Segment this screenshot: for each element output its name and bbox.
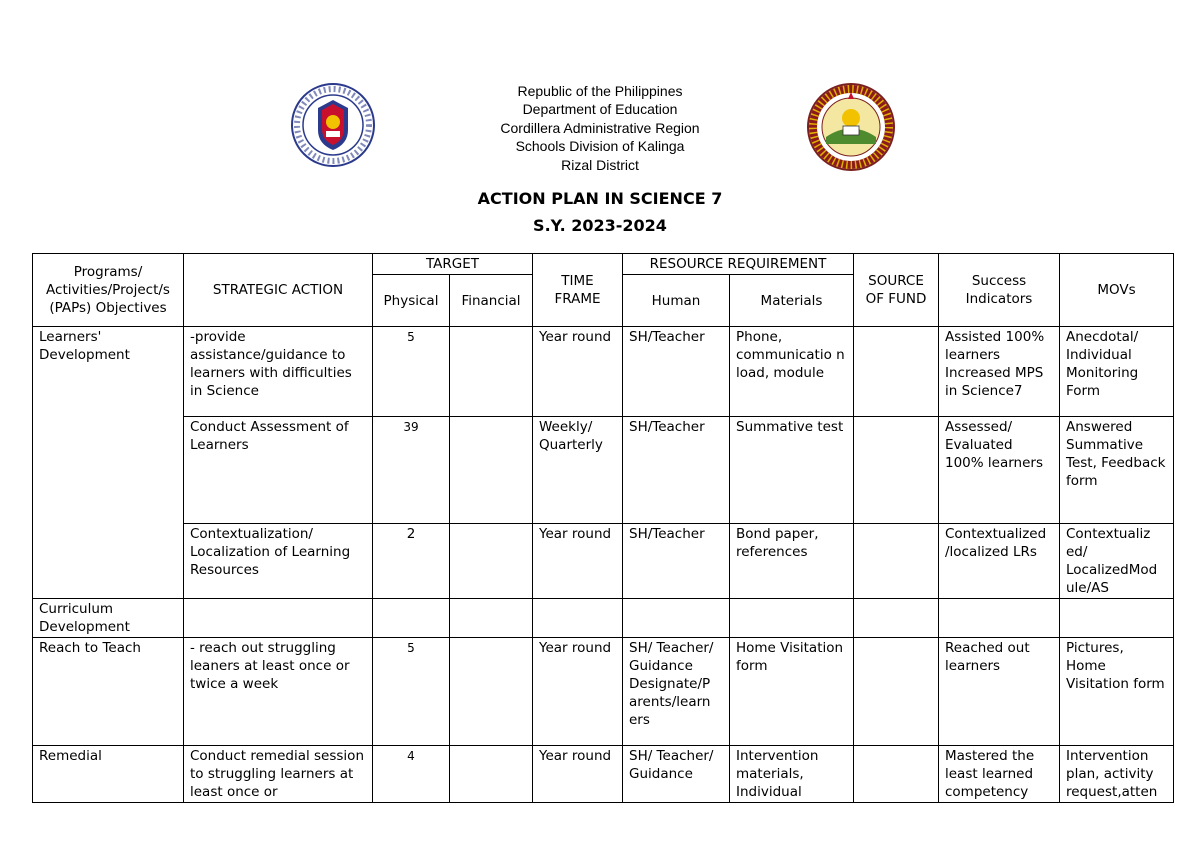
materials-cell: Home Visitation form — [730, 638, 854, 746]
empty-cell — [730, 599, 854, 638]
financial-cell — [450, 417, 533, 524]
table-row — [33, 746, 1174, 803]
empty-cell — [939, 599, 1060, 638]
source-cell — [854, 638, 939, 746]
financial-cell — [450, 746, 533, 803]
header-address-block — [0, 82, 1200, 174]
empty-cell — [373, 599, 450, 638]
school-year: S.Y. 2023-2024 — [533, 216, 667, 235]
col-resource-header: RESOURCE REQUIREMENT — [623, 254, 854, 275]
success-cell: Assessed/ Evaluated 100% learners — [939, 417, 1060, 524]
strategic-cell: Contextualization/ Localization of Learning Resources — [184, 524, 373, 599]
col-strategic-header: STRATEGIC ACTION — [184, 254, 373, 327]
materials-cell: Intervention materials, Individual — [730, 746, 854, 803]
physical-cell: 5 — [373, 638, 450, 746]
paps-cell: Remedial — [33, 746, 184, 803]
header-row — [33, 254, 1174, 275]
header-line: Schools Division of Kalinga — [515, 138, 685, 155]
empty-cell — [450, 599, 533, 638]
physical-cell: 39 — [373, 417, 450, 524]
empty-cell — [623, 599, 730, 638]
human-cell: SH/ Teacher/ Guidance Designate/P arents/learn ers — [623, 638, 730, 746]
header-line: Cordillera Administrative Region — [500, 119, 700, 136]
human-cell: SH/ Teacher/ Guidance — [623, 746, 730, 803]
table-row — [33, 524, 1174, 599]
movs-cell: Contextualiz ed/ LocalizedMod ule/AS — [1060, 524, 1174, 599]
movs-cell: Pictures, Home Visitation form — [1060, 638, 1174, 746]
time-cell: Year round — [533, 746, 623, 803]
financial-cell — [450, 638, 533, 746]
table-row — [33, 599, 1174, 638]
document-title: ACTION PLAN IN SCIENCE 7 — [477, 189, 723, 208]
action-plan-table — [32, 253, 1174, 803]
col-human-header: Human — [623, 275, 730, 327]
time-cell: Year round — [533, 524, 623, 599]
empty-cell — [533, 599, 623, 638]
materials-cell: Summative test — [730, 417, 854, 524]
source-cell — [854, 746, 939, 803]
physical-cell: 2 — [373, 524, 450, 599]
paps-cell: Reach to Teach — [33, 638, 184, 746]
col-movs-header: MOVs — [1060, 254, 1174, 327]
paps-cell: Curriculum Development — [33, 599, 184, 638]
time-cell: Year round — [533, 327, 623, 417]
source-cell — [854, 524, 939, 599]
materials-cell: Phone, communicatio n load, module — [730, 327, 854, 417]
human-cell: SH/Teacher — [623, 417, 730, 524]
col-success-header: Success Indicators — [939, 254, 1060, 327]
success-cell: Contextualized /localized LRs — [939, 524, 1060, 599]
col-source-header: SOURCE OF FUND — [854, 254, 939, 327]
col-materials-header: Materials — [730, 275, 854, 327]
col-time-header: TIME FRAME — [533, 254, 623, 327]
header-line: Republic of the Philippines — [517, 83, 683, 99]
movs-cell: Answered Summative Test, Feedback form — [1060, 417, 1174, 524]
table-row — [33, 417, 1174, 524]
col-financial-header: Financial — [450, 275, 533, 327]
empty-cell — [1060, 599, 1174, 638]
time-cell: Weekly/ Quarterly — [533, 417, 623, 524]
table-row — [33, 638, 1174, 746]
materials-cell: Bond paper, references — [730, 524, 854, 599]
success-cell: Reached out learners — [939, 638, 1060, 746]
physical-cell: 4 — [373, 746, 450, 803]
col-target-header: TARGET — [373, 254, 533, 275]
strategic-cell: -provide assistance/guidance to learners with difficulties in Science — [184, 327, 373, 417]
success-cell: Assisted 100% learners Increased MPS in Science7 — [939, 327, 1060, 417]
empty-cell — [184, 599, 373, 638]
movs-cell: Anecdotal/ Individual Monitoring Form — [1060, 327, 1174, 417]
physical-cell: 5 — [373, 327, 450, 417]
human-cell: SH/Teacher — [623, 524, 730, 599]
col-physical-header: Physical — [373, 275, 450, 327]
human-cell: SH/Teacher — [623, 327, 730, 417]
table-row — [33, 327, 1174, 417]
header-line: Department of Education — [522, 101, 678, 118]
col-paps-header: Programs/ Activities/Project/s (PAPs) Objectives — [33, 254, 184, 327]
time-cell: Year round — [533, 638, 623, 746]
strategic-cell: - reach out struggling leaners at least once or twice a week — [184, 638, 373, 746]
success-cell: Mastered the least learned competency — [939, 746, 1060, 803]
empty-cell — [854, 599, 939, 638]
movs-cell: Intervention plan, activity request,atten — [1060, 746, 1174, 803]
source-cell — [854, 417, 939, 524]
source-cell — [854, 327, 939, 417]
document-header — [0, 82, 1200, 182]
header-line: Rizal District — [561, 156, 639, 173]
paps-cell: Learners' Development — [33, 327, 184, 599]
strategic-cell: Conduct remedial session to struggling learners at least once or — [184, 746, 373, 803]
strategic-cell: Conduct Assessment of Learners — [184, 417, 373, 524]
financial-cell — [450, 524, 533, 599]
financial-cell — [450, 327, 533, 417]
